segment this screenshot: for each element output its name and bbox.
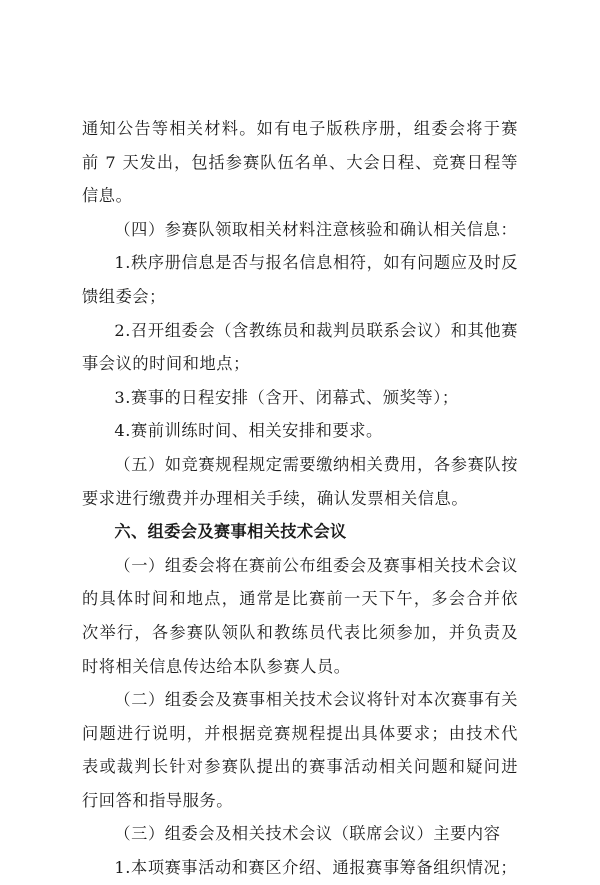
list-item: 3.赛事的日程安排（含开、闭幕式、颁奖等）； xyxy=(114,387,459,407)
list-item: 4.赛前训练时间、相关安排和要求。 xyxy=(114,421,383,441)
paragraph-item-five: （五）如竞赛规程规定需要缴纳相关费用，各参赛队按要求进行缴费并办理相关手续，确认发票相关信息。 xyxy=(82,454,518,508)
list-item: 1.本项赛事活动和赛区介绍、通报赛事筹备组织情况； xyxy=(114,858,518,878)
paragraph-item-one: （一）组委会将在赛前公布组委会及赛事相关技术会议的具体时间和地点，通常是比赛前一天下午，多会合并依次举行，各参赛队领队和教练员代表比须参加，并负责及时将相关信息传达给本队参赛人员。 xyxy=(82,555,518,676)
section-heading: 六、组委会及赛事相关技术会议 xyxy=(114,522,347,542)
list-item: 1.秩序册信息是否与报名信息相符，如有问题应及时反馈组委会； xyxy=(82,253,518,306)
paragraph-item-four: （四）参赛队领取相关材料注意核验和确认相关信息： xyxy=(114,219,518,239)
document-body xyxy=(82,112,518,885)
paragraph-item-two: （二）组委会及赛事相关技术会议将针对本次赛事有关问题进行说明，并根据竞赛规程提出具体要求；由技术代表或裁判长针对参赛队提出的赛事活动相关问题和疑问进行回答和指导服务。 xyxy=(82,690,518,810)
list-item: 2.召开组委会（含教练员和裁判员联系会议）和其他赛事会议的时间和地点； xyxy=(82,320,518,374)
paragraph-item-three: （三）组委会及相关技术会议（联席会议）主要内容 xyxy=(114,824,501,844)
paragraph-continuation: 通知公告等相关材料。如有电子版秩序册，组委会将于赛前 7 天发出，包括参赛队伍名单、大会日程、竞赛日程等信息。 xyxy=(82,119,518,206)
